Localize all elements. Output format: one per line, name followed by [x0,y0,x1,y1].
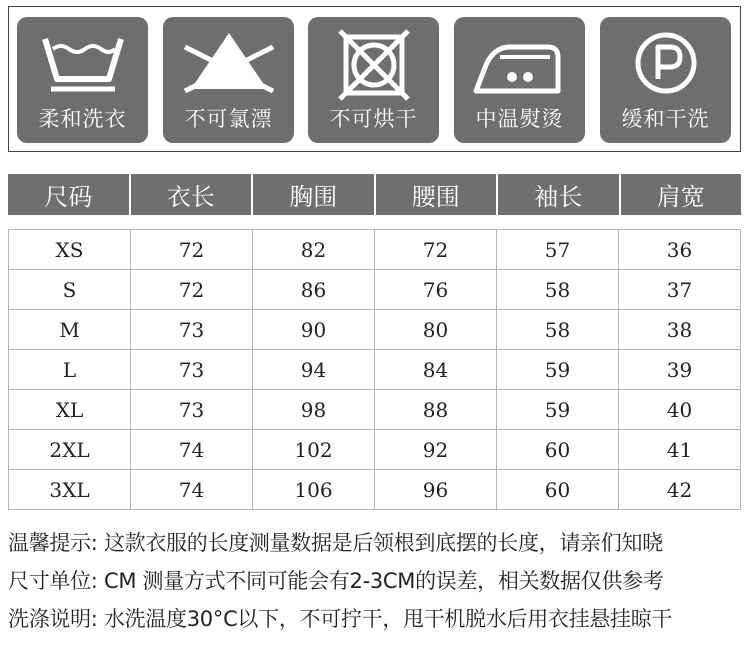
size-cell: XL [9,390,131,430]
shoulder-cell: 37 [619,270,741,310]
waist-cell: 76 [375,270,497,310]
length-cell: 74 [131,470,253,510]
length-cell: 74 [131,430,253,470]
care-card-gentle-wash [17,17,148,143]
size-table [8,229,741,510]
care-card-dry-clean [600,17,731,143]
chest-cell: 94 [253,350,375,390]
sleeve-cell: 60 [497,430,619,470]
chest-cell: 98 [253,390,375,430]
shoulder-cell: 39 [619,350,741,390]
chest-cell: 106 [253,470,375,510]
table-row [9,470,741,510]
sleeve-cell: 60 [497,470,619,510]
shoulder-cell: 42 [619,470,741,510]
note-washing: 洗涤说明: 水洗温度30°C以下，不可拧干，甩干机脱水后用衣挂悬挂晾干 [8,607,673,631]
header-chest: 胸围 [251,174,374,215]
length-cell: 72 [131,270,253,310]
care-label: 中温熨烫 [475,107,564,131]
table-row [9,390,741,430]
size-cell: L [9,350,131,390]
care-label: 柔和洗衣 [38,107,127,131]
size-cell: XS [9,230,131,270]
care-instructions-panel [8,6,741,152]
waist-cell: 92 [375,430,497,470]
header-size: 尺码 [44,183,93,211]
shoulder-cell: 41 [619,430,741,470]
waist-cell: 80 [375,310,497,350]
care-label: 不可烘干 [329,107,418,131]
sleeve-cell: 58 [497,270,619,310]
shoulder-cell: 36 [619,230,741,270]
note-unit: 尺寸单位: CM 测量方式不同可能会有2-3CM的误差，相关数据仅供参考 [8,569,664,593]
table-row [9,230,741,270]
header-waist: 腰围 [374,174,497,215]
chest-cell: 102 [253,430,375,470]
chest-cell: 90 [253,310,375,350]
care-card-no-bleach [163,17,294,143]
sleeve-cell: 59 [497,350,619,390]
care-card-iron-medium [454,17,585,143]
chest-cell: 86 [253,270,375,310]
length-cell: 73 [131,350,253,390]
size-cell: M [9,310,131,350]
header-sleeve: 袖长 [496,174,619,215]
table-row [9,350,741,390]
size-cell: S [9,270,131,310]
note-tip: 温馨提示: 这款衣服的长度测量数据是后领根到底摆的长度，请亲们知晓 [8,531,663,555]
sleeve-cell: 58 [497,310,619,350]
waist-cell: 72 [375,230,497,270]
size-cell: 3XL [9,470,131,510]
length-cell: 73 [131,310,253,350]
header-length: 衣长 [129,174,252,215]
shoulder-cell: 38 [619,310,741,350]
size-cell: 2XL [9,430,131,470]
care-label: 缓和干洗 [621,107,710,131]
shoulder-cell: 40 [619,390,741,430]
table-row [9,270,741,310]
table-row [9,430,741,470]
waist-cell: 88 [375,390,497,430]
length-cell: 72 [131,230,253,270]
size-table-header [8,174,741,215]
sleeve-cell: 59 [497,390,619,430]
waist-cell: 84 [375,350,497,390]
waist-cell: 96 [375,470,497,510]
notes-section [8,528,748,642]
chest-cell: 82 [253,230,375,270]
care-card-no-tumble-dry [308,17,439,143]
care-label: 不可氯漂 [184,107,273,131]
sleeve-cell: 57 [497,230,619,270]
header-shoulder: 肩宽 [619,174,742,215]
length-cell: 73 [131,390,253,430]
table-row [9,310,741,350]
